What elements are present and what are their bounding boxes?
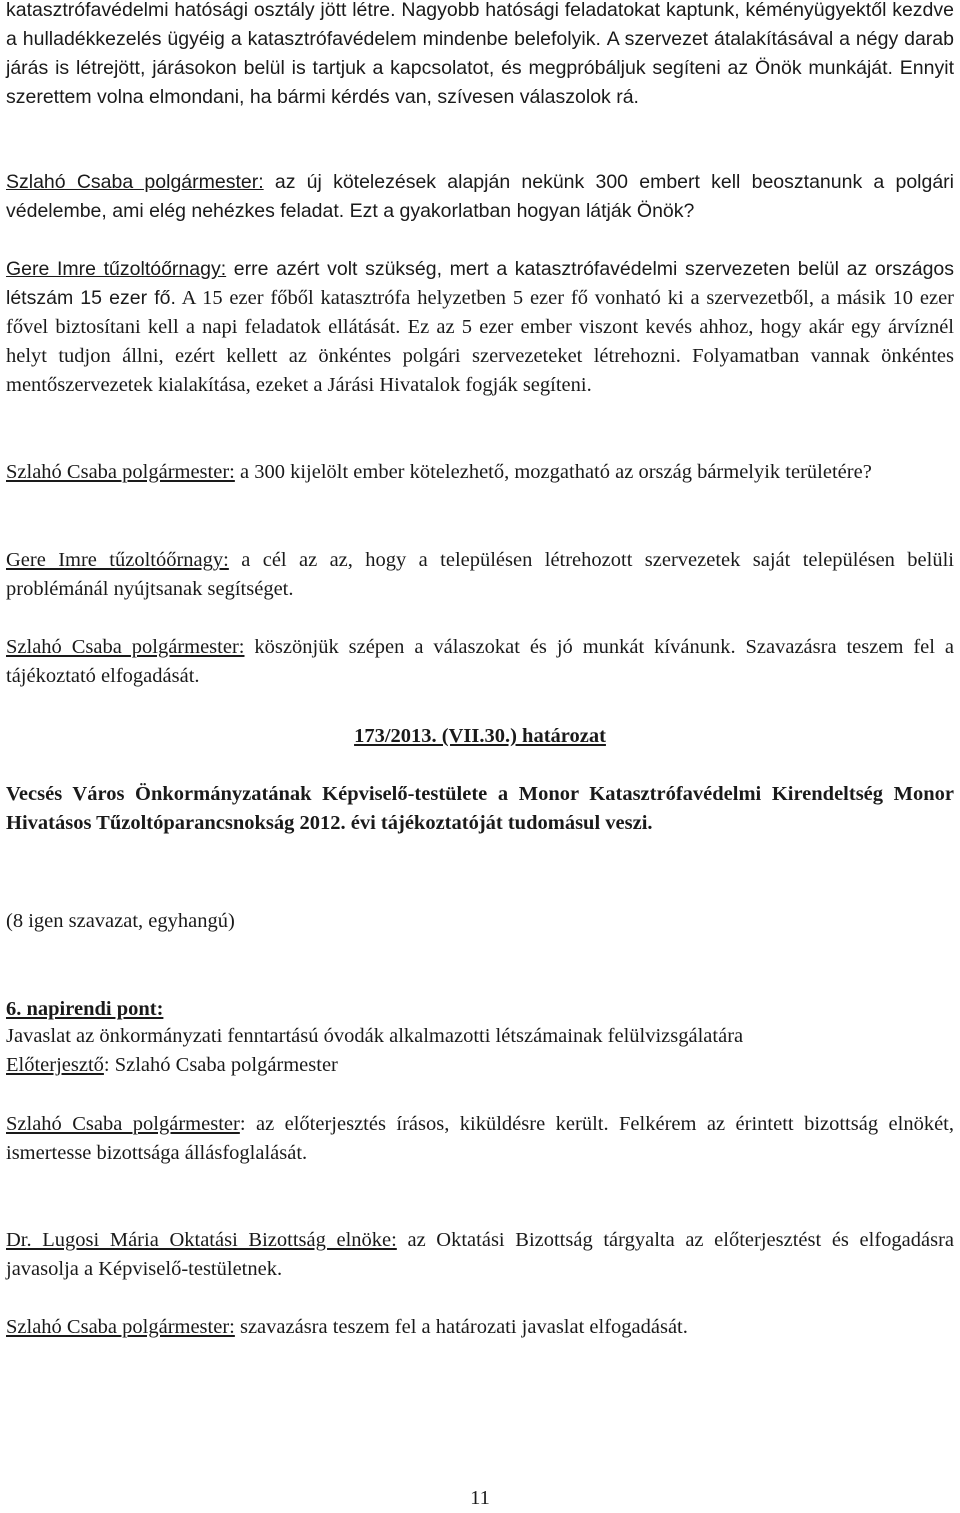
statement-text: szavazásra teszem fel a határozati javaslat elfogadását. xyxy=(234,1316,688,1338)
paragraph-intro xyxy=(6,0,954,112)
paragraph-committee-chair xyxy=(6,1226,954,1284)
statement-text: erre azért volt szükség, mert a katasztrófavédelmi szervezeten belül az országos létszám 15 ezer fő. xyxy=(6,258,955,309)
speaker-name: Szlahó Csaba polgármester: xyxy=(6,636,245,658)
statement-question: Ezt a gyakorlatban hogyan látják Önök? xyxy=(344,200,695,222)
agenda-presenter xyxy=(6,1051,954,1080)
speaker-name: Szlahó Csaba polgármester: xyxy=(6,1316,235,1338)
paragraph-officer-answer-2 xyxy=(6,546,954,604)
speaker-name: Szlahó Csaba polgármester xyxy=(6,1113,240,1135)
speaker-name: Gere Imre tűzoltóőrnagy: xyxy=(6,549,229,571)
speaker-name: Szlahó Csaba polgármester: xyxy=(6,171,264,193)
paragraph-officer-answer xyxy=(6,255,954,400)
resolution-number: 173/2013. (VII.30.) határozat xyxy=(354,725,606,747)
statement-text: köszönjük szépen a válaszokat és jó munkát kívánunk. Szavazásra teszem fel a tájékoztató elfogadását. xyxy=(6,636,954,687)
presenter-label: Előterjesztő xyxy=(6,1054,104,1076)
paragraph-mayor-question-2 xyxy=(6,458,954,487)
speaker-name: Gere Imre tűzoltóőrnagy: xyxy=(6,258,227,280)
intro-text-c: Ennyit szerettem volna elmondani, ha bármi kérdés van, szívesen válaszolok rá. xyxy=(6,57,954,108)
paragraph-mayor-question xyxy=(6,168,954,226)
paragraph-mayor-agenda xyxy=(6,1110,954,1168)
presenter-name: : Szlahó Csaba polgármester xyxy=(103,1054,338,1076)
agenda-heading: 6. napirendi pont: xyxy=(6,998,164,1020)
statement-text: a 300 kijelölt ember kötelezhető, mozgatható az ország bármelyik területére? xyxy=(234,461,872,483)
paragraph-mayor-vote xyxy=(6,1313,954,1342)
intro-text-b: A szervezet átalakításával a négy darab járás is létrejött, járásokon belül is tartjuk a kapcsolatot, és megpróbáljuk segíteni az Önök munkáját. xyxy=(6,28,954,79)
speaker-name: Dr. Lugosi Mária Oktatási Bizottság elnöke: xyxy=(6,1229,397,1251)
statement-continued: A 15 ezer főből katasztrófa helyzetben 5 ezer fő vonható ki a szervezetből, a másik 10 ezer fővel biztosítani kell a napi feladatok ellátását. Ez az 5 ezer ember viszont kevés ahhoz, hogy akár egy árvíznél helyt tudjon állni, ezért kellett az önkéntes polgári szervezeteket létrehozni. Folyamatban vannak önkéntes mentőszervezetek kialakítása, ezeket a Járási Hivatalok fogják segíteni. xyxy=(6,287,954,396)
statement-text: a cél az az, hogy a településen létrehozott szervezetek saját településen belüli problémánál nyújtsanak segítséget. xyxy=(6,549,954,600)
document-page xyxy=(6,0,954,1509)
statement-text: az Oktatási Bizottság tárgyalta az előterjesztést és elfogadásra javasolja a Képviselő-testületnek. xyxy=(6,1229,955,1280)
agenda-title: Javaslat az önkormányzati fenntartású óvodák alkalmazotti létszámainak felülvizsgálatára xyxy=(6,1025,744,1047)
resolution-text: Vecsés Város Önkormányzatának Képviselő-testülete a Monor Katasztrófavédelmi Kirendeltség Monor Hivatásos Tűzoltóparancsnokság 2012. évi tájékoztatóját tudomásul veszi. xyxy=(6,783,954,834)
paragraph-mayor-thanks xyxy=(6,633,954,691)
page-number: 11 xyxy=(470,1487,490,1509)
vote-result: (8 igen szavazat, egyhangú) xyxy=(6,910,235,932)
speaker-name: Szlahó Csaba polgármester: xyxy=(6,461,235,483)
intro-text-a: katasztrófavédelmi hatósági osztály jött létre. Nagyobb hatósági feladatokat kaptunk, kéményügyektől kezdve a hulladékkezelés ügyéig a katasztrófavédelem mindenbe belefolyik. xyxy=(6,0,954,50)
statement-text: az új kötelezések alapján nekünk 300 embert kell beosztanunk a polgári védelembe, ami elég nehézkes feladat. xyxy=(6,171,955,222)
statement-text: : az előterjesztés írásos, kiküldésre került. Felkérem az érintett bizottság elnökét, ismertesse bizottsága állásfoglalását. xyxy=(6,1113,954,1164)
